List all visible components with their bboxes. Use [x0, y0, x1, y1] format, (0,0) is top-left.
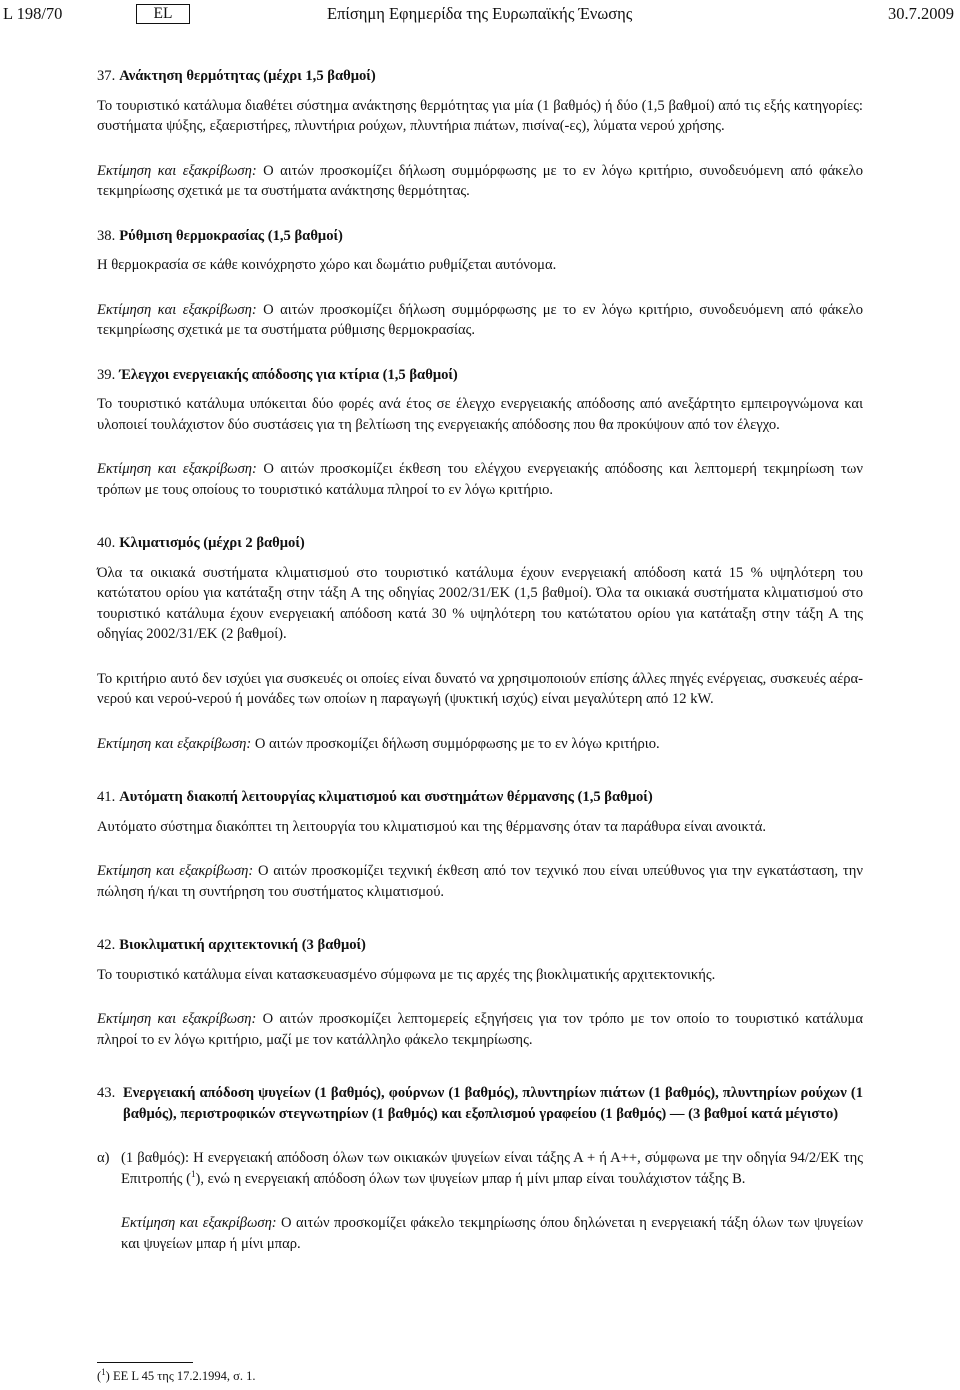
- footnote: ($^1$) ΕΕ L 45 της 17.2.1994, σ. 1.: [97, 1366, 256, 1383]
- footnote-ref[interactable]: 1: [190, 1168, 196, 1179]
- section-40-title: Κλιματισμός (μέχρι 2 βαθμοί): [119, 535, 305, 551]
- section-40-body-2: Το κριτήριο αυτό δεν ισχύει για συσκευές οι οποίες είναι δυνατό να χρησιμοποιούν επίσης άλλες πηγές ενέργειας, συσκευές αέρα-νερού και νερού-νερού ή μονάδες των οποίων η παραγωγή (ψυκτική ισχύς) είναι μεγαλύτερη από 12 kW.: [97, 670, 863, 707]
- document-body: [97, 66, 863, 1254]
- section-40-heading: 40. Κλιματισμός (μέχρι 2 βαθμοί): [97, 535, 305, 551]
- section-43-item-a: α) (1 βαθμός): Η ενεργειακή απόδοση όλων των οικιακών ψυγείων είναι τάξης Α + ή Α++, σύμφωνα με την οδηγία 94/2/ΕΚ της Επιτροπής ($^1$), ενώ η ενεργειακή απόδοση όλων των ψυγείων μπαρ ή μίνι μπαρ είναι τουλάχιστον τάξης Β.: [97, 1150, 863, 1187]
- section-39-heading: 39. Έλεγχοι ενεργειακής απόδοσης για κτίρια (1,5 βαθμοί): [97, 366, 458, 383]
- section-42-heading: 42. Βιοκλιματική αρχιτεκτονική (3 βαθμοί): [97, 937, 366, 953]
- section-43-heading: 43. Ενεργειακή απόδοση ψυγείων (1 βαθμός), φούρνων (1 βαθμός), πλυντηρίων πιάτων (1 βαθμός), πλυντηρίων ρούχων (1 βαθμός), περιστροφικών στεγνωτηρίων (1 βαθμός) και εξοπλισμού γραφείου (1 βαθμός) — (3 βαθμοί κατά μέγιστο): [97, 1083, 863, 1124]
- footnote-divider: [97, 1362, 193, 1363]
- section-43-title: Ενεργειακή απόδοση ψυγείων (1 βαθμός), φούρνων (1 βαθμός), πλυντηρίων πιάτων (1 βαθμός), πλυντηρίων ρούχων (1 βαθμός), περιστροφικών στεγνωτηρίων (1 βαθμός) και εξοπλισμού γραφείου (1 βαθμός) — (3 βαθμοί κατά μέγιστο): [123, 1085, 863, 1122]
- section-41-assessment: Εκτίμηση και εξακρίβωση: Ο αιτών προσκομίζει τεχνική έκθεση από τον τεχνικό που είναι υπεύθυνος για την εγκατάσταση, την πώληση ή/και τη συντήρηση του συστήματος κλιματισμού.: [97, 863, 863, 900]
- section-40-body-1: Όλα τα οικιακά συστήματα κλιματισμού στο τουριστικό κατάλυμα έχουν ενεργειακή απόδοση κατά 15 % υψηλότερη του κατώτατου ορίου για κατάταξη στην τάξη Α της οδηγίας 2002/31/ΕΚ (1,5 βαθμοί). Όλα τα οικιακά συστήματα κλιματισμού στο τουριστικό κατάλυμα έχουν ενεργειακή απόδοση κατά 30 % υψηλότερη του κατώτατου ορίου για κατάταξη στην τάξη Α της οδηγίας 2002/31/ΕΚ (2 βαθμοί).: [97, 564, 863, 642]
- language-badge: EL: [136, 4, 190, 24]
- issue-date: 30.7.2009: [888, 4, 954, 23]
- section-42-body: Το τουριστικό κατάλυμα είναι κατασκευασμένο σύμφωνα με τις αρχές της βιοκλιματικής αρχιτεκτονικής.: [97, 966, 716, 983]
- section-37-title: Ανάκτηση θερμότητας (μέχρι 1,5 βαθμοί): [119, 68, 376, 84]
- section-39-body: Το τουριστικό κατάλυμα υπόκειται δύο φορές ανά έτος σε έλεγχο ενεργειακής απόδοσης από ανεξάρτητο εμπειρογνώμονα και υλοποιεί τουλάχιστον δύο συστάσεις για τη βελτίωση της ενεργειακής απόδοσης που θα προκύψουν από τον έλεγχο.: [97, 396, 863, 433]
- section-41-title: Αυτόματη διακοπή λειτουργίας κλιματισμού και συστημάτων θέρμανσης (1,5 βαθμοί): [119, 789, 653, 805]
- page-number: L 198/70: [3, 4, 63, 23]
- section-38-title: Ρύθμιση θερμοκρασίας (1,5 βαθμοί): [119, 227, 343, 244]
- section-37-heading: 37. Ανάκτηση θερμότητας (μέχρι 1,5 βαθμοί): [97, 68, 376, 84]
- section-38-assessment: Εκτίμηση και εξακρίβωση: Ο αιτών προσκομίζει δήλωση συμμόρφωσης με το εν λόγω κριτήριο, συνοδευόμενη από φάκελο τεκμηρίωσης σχετικά με τα συστήματα ρύθμισης θερμοκρασίας.: [97, 301, 863, 338]
- section-37-assessment: Εκτίμηση και εξακρίβωση: Ο αιτών προσκομίζει δήλωση συμμόρφωσης με το εν λόγω κριτήριο, συνοδευόμενη από φάκελο τεκμηρίωσης σχετικά με τα συστήματα ανάκτησης θερμότητας.: [97, 162, 863, 199]
- section-41-heading: 41. Αυτόματη διακοπή λειτουργίας κλιματισμού και συστημάτων θέρμανσης (1,5 βαθμοί): [97, 789, 653, 805]
- section-38-heading: 38. Ρύθμιση θερμοκρασίας (1,5 βαθμοί): [97, 227, 343, 244]
- section-40-assessment: Εκτίμηση και εξακρίβωση: Ο αιτών προσκομίζει δήλωση συμμόρφωσης με το εν λόγω κριτήριο.: [97, 735, 660, 752]
- section-39-title: Έλεγχοι ενεργειακής απόδοσης για κτίρια (1,5 βαθμοί): [119, 366, 458, 383]
- journal-title: Επίσημη Εφημερίδα της Ευρωπαϊκής Ένωσης: [327, 4, 633, 23]
- section-38-body: Η θερμοκρασία σε κάθε κοινόχρηστο χώρο και δωμάτιο ρυθμίζεται αυτόνομα.: [97, 257, 557, 273]
- section-42-title: Βιοκλιματική αρχιτεκτονική (3 βαθμοί): [119, 937, 366, 953]
- page-header: [0, 4, 960, 28]
- section-39-assessment: Εκτίμηση και εξακρίβωση: Ο αιτών προσκομίζει έκθεση του ελέγχου ενεργειακής απόδοσης και λεπτομερή τεκμηρίωση των τρόπων με τους οποίους το τουριστικό κατάλυμα πληροί το εν λόγω κριτήριο.: [97, 461, 863, 498]
- section-41-body: Αυτόματο σύστημα διακόπτει τη λειτουργία του κλιματισμού και της θέρμανσης όταν τα παράθυρα είναι ανοικτά.: [97, 818, 767, 835]
- section-37-body: Το τουριστικό κατάλυμα διαθέτει σύστημα ανάκτησης θερμότητας για μία (1 βαθμός) ή δύο (1,5 βαθμοί) από τις εξής κατηγορίες: συστήματα ψύξης, εξαεριστήρες, πλυντήρια ρούχων, πλυντήρια πιάτων, πισίνα(-ες), λύματα νερού χρήσης.: [97, 97, 863, 134]
- section-43-assessment: Εκτίμηση και εξακρίβωση: Ο αιτών προσκομίζει φάκελο τεκμηρίωσης όπου δηλώνεται η ενεργειακή τάξη όλων των ψυγείων και ψυγείων μπαρ ή μίνι μπαρ.: [121, 1215, 863, 1252]
- section-42-assessment: Εκτίμηση και εξακρίβωση: Ο αιτών προσκομίζει λεπτομερείς εξηγήσεις για τον τρόπο με τον οποίο το τουριστικό κατάλυμα πληροί το εν λόγω κριτήριο, μαζί με τον κατάλληλο φάκελο τεκμηρίωσης.: [97, 1011, 863, 1048]
